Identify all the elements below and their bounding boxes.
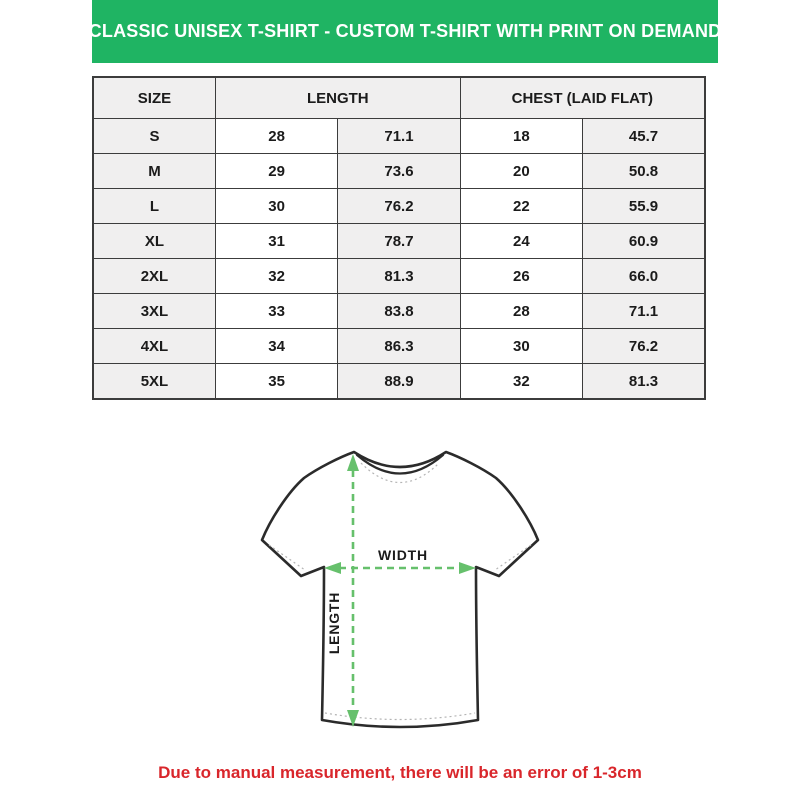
tshirt-measurement-diagram xyxy=(240,430,560,750)
chest-in-cell: 22 xyxy=(460,189,582,224)
chest-cm-cell: 50.8 xyxy=(583,154,705,189)
length-cm-cell: 71.1 xyxy=(338,119,460,154)
length-in-cell: 33 xyxy=(215,294,337,329)
length-label: LENGTH xyxy=(326,591,342,655)
chest-in-cell: 28 xyxy=(460,294,582,329)
chest-in-cell: 32 xyxy=(460,364,582,400)
title-banner xyxy=(88,0,722,63)
chest-cm-cell: 71.1 xyxy=(583,294,705,329)
tshirt-outline xyxy=(262,452,538,727)
length-in-cell: 28 xyxy=(215,119,337,154)
table-row xyxy=(93,259,705,294)
table-row xyxy=(93,119,705,154)
length-cm-cell: 88.9 xyxy=(338,364,460,400)
length-in-cell: 35 xyxy=(215,364,337,400)
table-row xyxy=(93,224,705,259)
length-in-cell: 29 xyxy=(215,154,337,189)
chest-in-cell: 30 xyxy=(460,329,582,364)
header-length: LENGTH xyxy=(215,77,460,119)
chest-cm-cell: 81.3 xyxy=(583,364,705,400)
chest-in-cell: 18 xyxy=(460,119,582,154)
size-cell: S xyxy=(93,119,215,154)
size-table xyxy=(92,76,706,400)
table-row xyxy=(93,364,705,400)
size-cell: 3XL xyxy=(93,294,215,329)
chest-cm-cell: 45.7 xyxy=(583,119,705,154)
page-title: CLASSIC UNISEX T-SHIRT - CUSTOM T-SHIRT WITH PRINT ON DEMAND xyxy=(88,21,722,41)
size-cell: 2XL xyxy=(93,259,215,294)
length-cm-cell: 78.7 xyxy=(338,224,460,259)
table-row xyxy=(93,329,705,364)
length-cm-cell: 86.3 xyxy=(338,329,460,364)
length-cm-cell: 76.2 xyxy=(338,189,460,224)
width-label: WIDTH xyxy=(378,547,428,563)
table-header-row xyxy=(93,77,705,119)
header-size: SIZE xyxy=(93,77,215,119)
chest-cm-cell: 60.9 xyxy=(583,224,705,259)
length-cm-cell: 81.3 xyxy=(338,259,460,294)
size-cell: XL xyxy=(93,224,215,259)
length-in-cell: 31 xyxy=(215,224,337,259)
chest-cm-cell: 55.9 xyxy=(583,189,705,224)
table-row xyxy=(93,154,705,189)
size-cell: M xyxy=(93,154,215,189)
length-cm-cell: 73.6 xyxy=(338,154,460,189)
measurement-disclaimer: Due to manual measurement, there will be an error of 1-3cm xyxy=(158,763,642,782)
chest-in-cell: 20 xyxy=(460,154,582,189)
size-cell: 5XL xyxy=(93,364,215,400)
table-row xyxy=(93,294,705,329)
chest-in-cell: 26 xyxy=(460,259,582,294)
length-in-cell: 32 xyxy=(215,259,337,294)
chest-cm-cell: 66.0 xyxy=(583,259,705,294)
header-chest: CHEST (LAID FLAT) xyxy=(460,77,705,119)
length-in-cell: 34 xyxy=(215,329,337,364)
chest-in-cell: 24 xyxy=(460,224,582,259)
size-cell: 4XL xyxy=(93,329,215,364)
size-cell: L xyxy=(93,189,215,224)
chest-cm-cell: 76.2 xyxy=(583,329,705,364)
length-cm-cell: 83.8 xyxy=(338,294,460,329)
length-in-cell: 30 xyxy=(215,189,337,224)
table-row xyxy=(93,189,705,224)
